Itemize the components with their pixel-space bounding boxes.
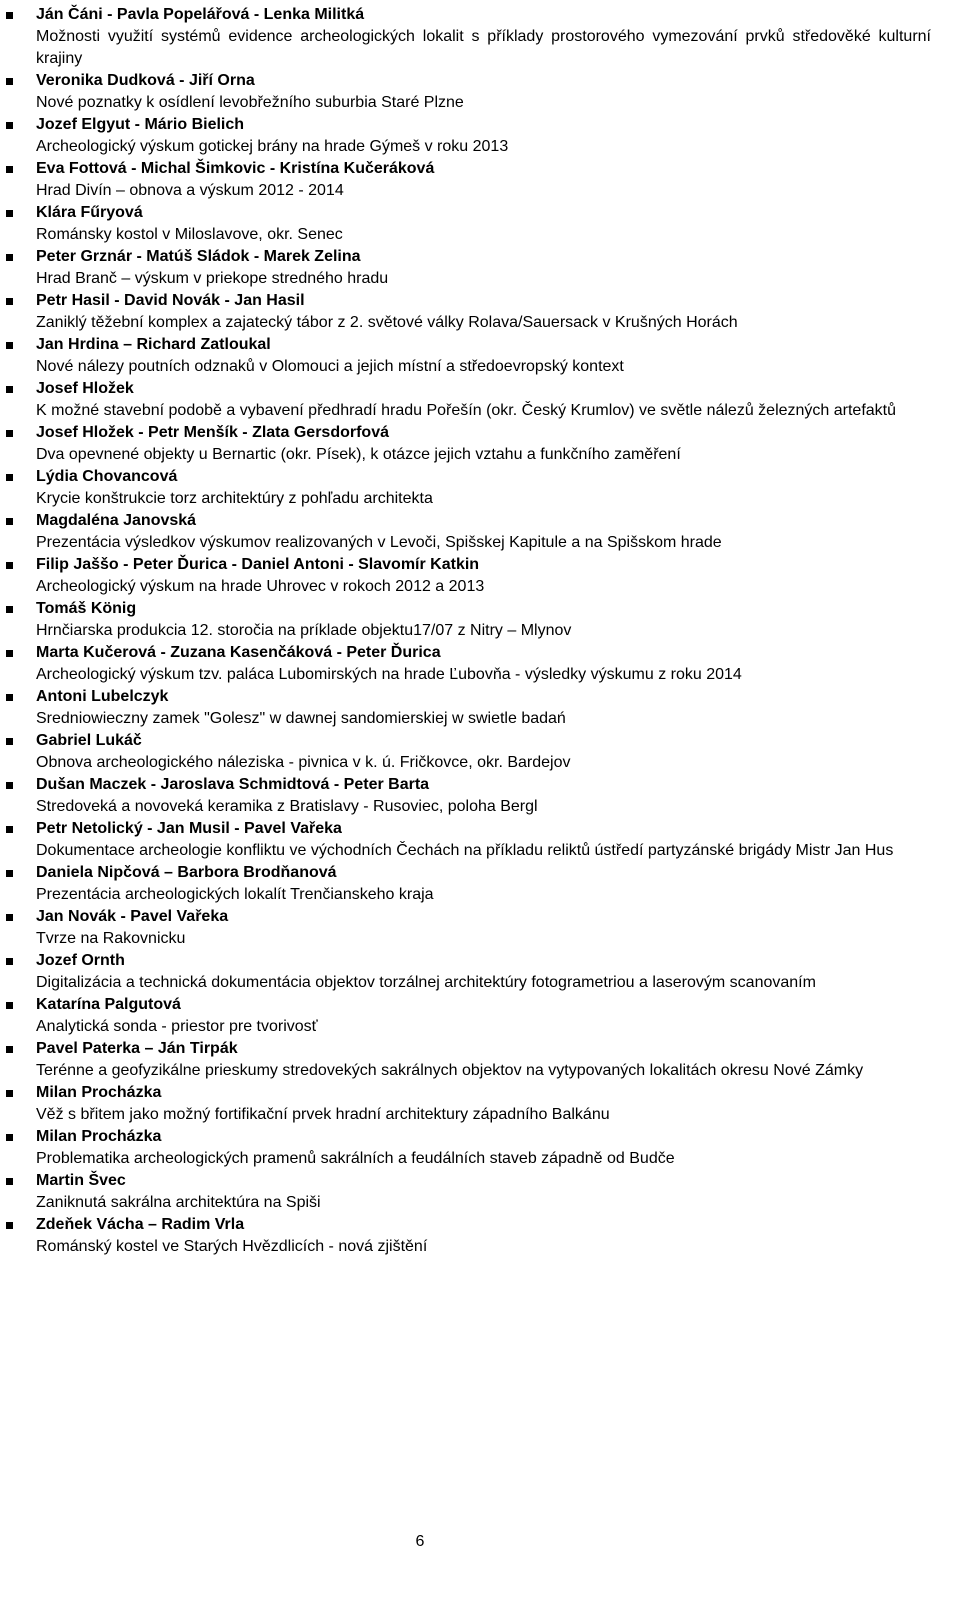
list-item — [36, 1214, 931, 1258]
list-item — [36, 598, 931, 642]
entry-authors: Josef Hložek - Petr Menšík - Zlata Gersdorfová — [36, 424, 389, 441]
entry-authors: Veronika Dudková - Jiří Orna — [36, 72, 255, 89]
entry-authors: Milan Procházka — [36, 1084, 162, 1101]
entry-title: Analytická sonda - priestor pre tvorivosť — [36, 1018, 318, 1035]
entry-title: K možné stavební podobě a vybavení předhradí hradu Pořešín (okr. Český Krumlov) ve světle nálezů železných artefaktů — [36, 402, 897, 419]
square-bullet-icon — [6, 342, 13, 349]
list-item — [36, 818, 931, 862]
entry-title: Nové poznatky k osídlení levobřežního suburbia Staré Plzne — [36, 94, 464, 111]
entry-title: Hrad Branč – výskum v priekope stredného hradu — [36, 270, 389, 287]
entry-title: Dokumentace archeologie konfliktu ve východních Čechách na příkladu reliktů ústředí partyzánské brigády Mistr Jan Hus — [36, 842, 894, 859]
square-bullet-icon — [6, 1090, 13, 1097]
entry-authors: Petr Hasil - David Novák - Jan Hasil — [36, 292, 305, 309]
square-bullet-icon — [6, 1046, 13, 1053]
list-item — [36, 686, 931, 730]
list-item — [36, 950, 931, 994]
square-bullet-icon — [6, 12, 13, 19]
square-bullet-icon — [6, 958, 13, 965]
list-item — [36, 510, 931, 554]
square-bullet-icon — [6, 914, 13, 921]
square-bullet-icon — [6, 870, 13, 877]
list-item — [36, 730, 931, 774]
square-bullet-icon — [6, 78, 13, 85]
list-item — [36, 422, 931, 466]
square-bullet-icon — [6, 210, 13, 217]
entry-authors: Dušan Maczek - Jaroslava Schmidtová - Peter Barta — [36, 776, 430, 793]
entry-authors: Antoni Lubelczyk — [36, 688, 169, 705]
square-bullet-icon — [6, 1002, 13, 1009]
entry-authors: Daniela Nipčová – Barbora Brodňanová — [36, 864, 337, 881]
square-bullet-icon — [6, 298, 13, 305]
entry-title: Románský kostel ve Starých Hvězdlicích - nová zjištění — [36, 1238, 428, 1255]
list-item — [36, 334, 931, 378]
entry-title: Terénne a geofyzikálne prieskumy stredovekých sakrálnych objektov na vytypovaných lokalitách okresu Nové Zámky — [36, 1062, 864, 1079]
entry-title: Dva opevnené objekty u Bernartic (okr. Písek), k otázce jejich vztahu a funkčního zaměření — [36, 446, 681, 463]
entry-authors: Jozef Elgyut - Mário Bielich — [36, 116, 245, 133]
entry-title: Románsky kostol v Miloslavove, okr. Senec — [36, 226, 343, 243]
list-item — [36, 906, 931, 950]
program-list — [36, 4, 931, 1258]
entry-title: Zaniklý těžební komplex a zajatecký tábor z 2. světové války Rolava/Sauersack v Krušných Horách — [36, 314, 738, 331]
entry-title: Archeologický výskum gotickej brány na hrade Gýmeš v roku 2013 — [36, 138, 509, 155]
entry-title: Stredoveká a novoveká keramika z Bratislavy - Rusoviec, poloha Bergl — [36, 798, 538, 815]
entry-authors: Jan Hrdina – Richard Zatloukal — [36, 336, 271, 353]
square-bullet-icon — [6, 1222, 13, 1229]
square-bullet-icon — [6, 562, 13, 569]
square-bullet-icon — [6, 122, 13, 129]
square-bullet-icon — [6, 738, 13, 745]
list-item — [36, 114, 931, 158]
entry-authors: Zdeňek Vácha – Radim Vrla — [36, 1216, 245, 1233]
entry-authors: Filip Jaššo - Peter Ďurica - Daniel Antoni - Slavomír Katkin — [36, 556, 480, 573]
entry-authors: Eva Fottová - Michal Šimkovic - Kristína Kučeráková — [36, 160, 435, 177]
entry-title: Prezentácia archeologických lokalít Trenčianskeho kraja — [36, 886, 434, 903]
entry-title: Krycie konštrukcie torz architektúry z pohľadu architekta — [36, 490, 433, 507]
entry-title: Archeologický výskum na hrade Uhrovec v rokoch 2012 a 2013 — [36, 578, 485, 595]
entry-title: Obnova archeologického náleziska - pivnica v k. ú. Fričkovce, okr. Bardejov — [36, 754, 571, 771]
entry-title: Archeologický výskum tzv. paláca Lubomirských na hrade Ľubovňa - výsledky výskumu z roku 2014 — [36, 666, 742, 683]
list-item — [36, 290, 931, 334]
list-item — [36, 466, 931, 510]
square-bullet-icon — [6, 1178, 13, 1185]
list-item — [36, 1170, 931, 1214]
entry-title: Hrnčiarska produkcia 12. storočia na príklade objektu17/07 z Nitry – Mlynov — [36, 622, 572, 639]
square-bullet-icon — [6, 518, 13, 525]
list-item — [36, 4, 931, 70]
list-item — [36, 642, 931, 686]
entry-authors: Josef Hložek — [36, 380, 134, 397]
page-number-text: 6 — [415, 1533, 425, 1550]
entry-title: Digitalizácia a technická dokumentácia objektov torzálnej architektúry fotogrametriou a laserovým scanovaním — [36, 974, 816, 991]
list-item — [36, 994, 931, 1038]
list-item — [36, 378, 931, 422]
entry-authors: Milan Procházka — [36, 1128, 162, 1145]
entry-authors: Katarína Palgutová — [36, 996, 181, 1013]
entry-title: Možnosti využití systémů evidence archeologických lokalit s příklady prostorového vymezování prvků středověké kulturní krajiny — [36, 28, 931, 67]
entry-authors: Lýdia Chovancová — [36, 468, 178, 485]
page-number — [0, 1532, 960, 1552]
entry-authors: Petr Netolický - Jan Musil - Pavel Vařeka — [36, 820, 342, 837]
entry-authors: Gabriel Lukáč — [36, 732, 142, 749]
entry-authors: Jozef Ornth — [36, 952, 125, 969]
entry-title: Hrad Divín – obnova a výskum 2012 - 2014 — [36, 182, 344, 199]
list-item — [36, 246, 931, 290]
entry-authors: Jan Novák - Pavel Vařeka — [36, 908, 229, 925]
list-item — [36, 1082, 931, 1126]
square-bullet-icon — [6, 650, 13, 657]
entry-authors: Tomáš König — [36, 600, 137, 617]
entry-authors: Klára Fűryová — [36, 204, 143, 221]
list-item — [36, 774, 931, 818]
entry-title: Nové nálezy poutních odznaků v Olomouci a jejich místní a středoevropský kontext — [36, 358, 624, 375]
square-bullet-icon — [6, 254, 13, 261]
list-item — [36, 1038, 931, 1082]
entry-authors: Martin Švec — [36, 1172, 126, 1189]
entry-authors: Ján Čáni - Pavla Popelářová - Lenka Militká — [36, 6, 365, 23]
entry-title: Problematika archeologických pramenů sakrálních a feudálních staveb západně od Budče — [36, 1150, 675, 1167]
list-item — [36, 554, 931, 598]
square-bullet-icon — [6, 166, 13, 173]
entry-authors: Pavel Paterka – Ján Tirpák — [36, 1040, 238, 1057]
entry-title: Zaniknutá sakrálna architektúra na Spiši — [36, 1194, 321, 1211]
square-bullet-icon — [6, 474, 13, 481]
entry-title: Prezentácia výsledkov výskumov realizovaných v Levoči, Spišskej Kapitule a na Spišskom hrade — [36, 534, 722, 551]
list-item — [36, 70, 931, 114]
list-item — [36, 1126, 931, 1170]
entry-authors: Marta Kučerová - Zuzana Kasenčáková - Peter Ďurica — [36, 644, 441, 661]
entry-authors: Peter Grznár - Matúš Sládok - Marek Zelina — [36, 248, 361, 265]
square-bullet-icon — [6, 386, 13, 393]
list-item — [36, 202, 931, 246]
entry-title: Sredniowieczny zamek "Golesz" w dawnej sandomierskiej w swietle badań — [36, 710, 566, 727]
square-bullet-icon — [6, 782, 13, 789]
square-bullet-icon — [6, 826, 13, 833]
square-bullet-icon — [6, 694, 13, 701]
entry-title: Tvrze na Rakovnicku — [36, 930, 186, 947]
square-bullet-icon — [6, 606, 13, 613]
square-bullet-icon — [6, 430, 13, 437]
entry-title: Věž s břitem jako možný fortifikační prvek hradní architektury západního Balkánu — [36, 1106, 610, 1123]
entry-authors: Magdaléna Janovská — [36, 512, 197, 529]
square-bullet-icon — [6, 1134, 13, 1141]
list-item — [36, 158, 931, 202]
list-item — [36, 862, 931, 906]
